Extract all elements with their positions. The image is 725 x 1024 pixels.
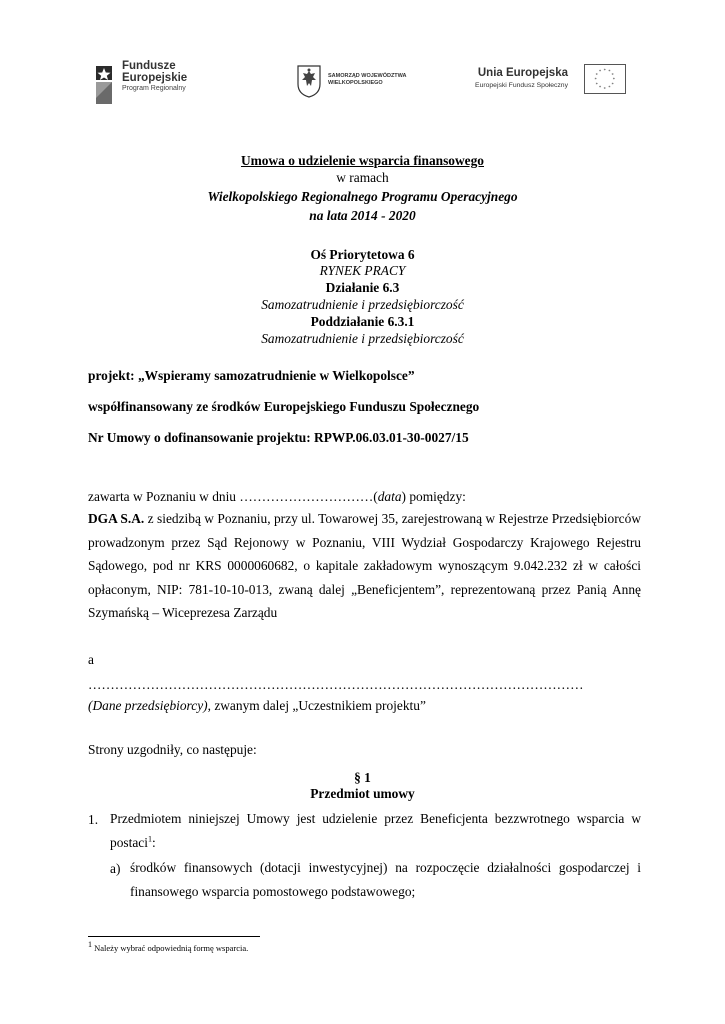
svg-text:*: * [612, 78, 616, 84]
item1a-text: środków finansowych (dotacji inwestycyjnej) na rozpoczęcie działalności gospodarczej i finansowego wsparcia pomostowego podstawowego; [130, 860, 641, 899]
item1-footnote-ref: 1 [147, 834, 152, 844]
beneficiary-paragraph [88, 507, 641, 625]
item1-colon: : [151, 834, 156, 850]
concluded-prefix: zawarta w Poznaniu w dniu …………………………( [88, 489, 378, 504]
samorzad-logo [296, 64, 436, 104]
svg-text:*: * [608, 70, 611, 76]
ue-line2: Europejski Fundusz Społeczny [475, 82, 568, 89]
fe-line3: Program Regionalny [122, 85, 186, 92]
entrepreneur-line [88, 697, 641, 715]
title-years: na lata 2014 - 2020 [309, 208, 416, 223]
fe-line1: Fundusze [122, 60, 176, 72]
unia-europejska-logo [462, 64, 628, 104]
svg-text:*: * [594, 78, 597, 84]
title-program: Wielkopolskiego Regionalnego Programu Operacyjnego [207, 189, 518, 204]
entrepreneur-dots: ………………………………………………………………………………………………… [88, 677, 584, 692]
svg-text:*: * [598, 70, 602, 76]
section-title: Przedmiot umowy [310, 786, 415, 801]
document-title: Umowa o udzielenie wsparcia finansowego [240, 153, 484, 168]
svg-text:*: * [595, 82, 598, 88]
footnote-text: Należy wybrać odpowiednią formę wsparcia. [92, 943, 249, 953]
project-cofinance: współfinansowany ze środków Europejskiego Funduszu Społecznego [88, 399, 480, 414]
action: Działanie 6.3 [325, 280, 400, 295]
footnote-separator [88, 936, 260, 937]
item1-text [110, 807, 641, 854]
fe-star-icon [92, 62, 118, 106]
section-number: § 1 [354, 770, 371, 785]
company-name: DGA S.A. [88, 511, 145, 526]
fundusze-europejskie-logo [92, 60, 222, 108]
svg-text:*: * [598, 86, 602, 92]
entrepreneur-rest: , zwanym dalej „Uczestnikiem projektu” [207, 698, 426, 713]
title-in-frame: w ramach [336, 170, 389, 185]
footnote-mark: 1 [88, 940, 92, 950]
priority-axis-name: RYNEK PRACY [319, 263, 406, 278]
concluded-suffix: ) pomiędzy: [401, 489, 466, 504]
samorzad-line2: WIELKOPOLSKIEGO [328, 80, 383, 86]
company-text: z siedzibą w Poznaniu, przy ul. Towarowej 35, zarejestrowaną w Rejestrze Przedsiębiorców prowadzonym przez Sąd Rejonowy w Poznaniu, VIII Wydział Gospodarczy Krajowego Rejestru Sądowego, pod nr KRS 0000060682, o kapitale zakładowym wynoszącym 9.042.232 zł w całości opłaconym, NIP: 781-10-10-013, zwaną dalej „Beneficjentem”, reprezentowaną przez Panią Annę Szymańską – Wiceprezesa Zarządu [88, 511, 641, 621]
action-name: Samozatrudnienie i przedsiębiorczość [261, 297, 464, 312]
svg-text:*: * [595, 73, 598, 79]
concluded-date: data [377, 489, 402, 504]
ue-line1: Unia Europejska [477, 67, 568, 79]
contract-number: Nr Umowy o dofinansowanie projektu: RPWP.06.03.01-30-0027/15 [88, 430, 469, 445]
subaction-name: Samozatrudnienie i przedsiębiorczość [261, 331, 464, 346]
svg-text:*: * [611, 73, 614, 79]
and-text: a [88, 652, 94, 667]
project-name: projekt: „Wspieramy samozatrudnienie w Wielkopolsce” [88, 368, 415, 383]
entrepreneur-placeholder: (Dane przedsiębiorcy) [88, 698, 208, 713]
priority-axis: Oś Priorytetowa 6 [310, 247, 415, 262]
subaction: Poddziałanie 6.3.1 [310, 314, 415, 329]
item1-number: 1. [88, 812, 99, 827]
agreed-line: Strony uzgodniły, co następuje: [88, 742, 257, 757]
svg-text:*: * [608, 86, 611, 92]
samorzad-line1: SAMORZĄD WOJEWÓDZTWA [328, 73, 407, 79]
svg-text:*: * [603, 69, 606, 74]
eu-flag-icon [584, 64, 626, 94]
eagle-crest-icon [296, 64, 322, 98]
footnote [88, 940, 249, 953]
fe-line2: Europejskie [122, 72, 188, 84]
item1-body: Przedmiotem niniejszej Umowy jest udzielenie przez Beneficjenta bezzwrotnego wsparcia w postaci [110, 811, 641, 850]
header-logos [0, 58, 725, 110]
item1a-letter: a) [110, 861, 121, 876]
svg-text:*: * [603, 87, 606, 93]
concluded-line [88, 488, 641, 506]
svg-text:*: * [611, 82, 614, 88]
